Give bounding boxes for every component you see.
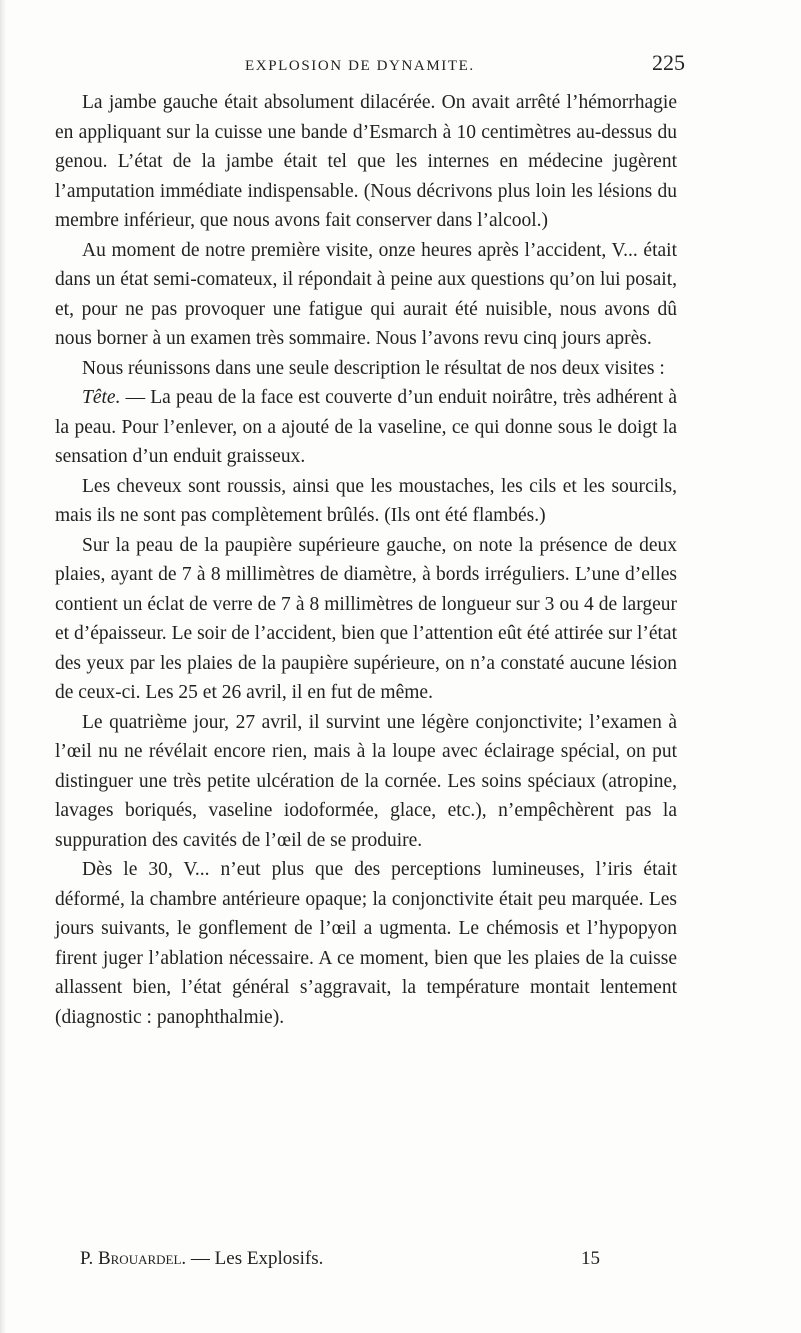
paragraph-conjunctivitis (55, 708, 677, 856)
paragraph-hair (55, 472, 677, 531)
page-footer (80, 1248, 600, 1278)
paragraph-text: Nous réunissons dans une seule description le résultat de nos deux visites : (82, 357, 665, 379)
running-head (50, 50, 685, 86)
footer-book-title: Les Explosifs. (214, 1248, 324, 1269)
paragraph-description-intro (55, 354, 677, 384)
paragraph-panophthalmia (55, 855, 677, 1032)
paragraph-first-visit (55, 236, 677, 354)
running-title: EXPLOSION DE DYNAMITE. (245, 58, 475, 74)
body-text (55, 88, 677, 1032)
paragraph-head (55, 383, 677, 472)
footer-separator: — (186, 1248, 215, 1269)
paragraph-amputation (55, 88, 677, 236)
paragraph-text: Dès le 30, V... n’eut plus que des perceptions lumineuses, l’iris était déformé, la chambre antérieure opaque; la conjonctivite était peu marquée. Les jours suivants, le gonflement de l’œil a ugmenta. Le chémosis et l’hypopyon firent juger l’ablation nécessaire. A ce moment, bien que les plaies de la cuisse allassent bien, l’état général s’aggravait, la température montait lentement (diagnostic : panophthalmie). (55, 859, 677, 1028)
paragraph-text: Les cheveux sont roussis, ainsi que les moustaches, les cils et les sourcils, mais ils ne sont pas complètement brûlés. (Ils ont été flambés.) (55, 475, 677, 526)
paragraph-text: Au moment de notre première visite, onze heures après l’accident, V... était dans un état semi-comateux, il répondait à peine aux questions qu’on lui posait, et, pour ne pas provoquer une fatigue qui aurait été nuisible, nous avons dû nous borner à un examen très sommaire. Nous l’avons revu cinq jours après. (55, 239, 677, 349)
section-lead-tete: Tête. (82, 387, 121, 408)
footer-signature-number: 15 (581, 1248, 600, 1269)
paragraph-text: Le quatrième jour, 27 avril, il survint une légère conjonctivite; l’examen à l’œil nu ne révélait encore rien, mais à la loupe avec éclairage spécial, on put distinguer une très petite ulcération de la cornée. Les soins spéciaux (atropine, lavages boriqués, vaseline iodoformée, glace, etc.), n’empêchèrent pas la suppuration des cavités de l’œil de se produire. (55, 711, 677, 851)
footer-author: P. Brouardel. (80, 1248, 187, 1269)
page-number: 225 (652, 50, 685, 75)
scan-edge-shadow (0, 0, 6, 1333)
paragraph-text: — La peau de la face est couverte d’un enduit noirâtre, très adhérent à la peau. Pour l’enlever, on a ajouté de la vaseline, ce qui donne sous le doigt la sensation d’un enduit graisseux. (55, 387, 677, 467)
paragraph-text: La jambe gauche était absolument dilacérée. On avait arrêté l’hémorrhagie en appliquant sur la cuisse une bande d’Esmarch à 10 centimètres au-dessus du genou. L’état de la jambe était tel que les internes en médecine jugèrent l’amputation immédiate indispensable. (Nous décrivons plus loin les lésions du membre inférieur, que nous avons fait conserver dans l’alcool.) (55, 92, 677, 231)
paragraph-eyelid (55, 531, 677, 708)
paragraph-text: Sur la peau de la paupière supérieure gauche, on note la présence de deux plaies, ayant de 7 à 8 millimètres de diamètre, à bords irréguliers. L’une d’elles contient un éclat de verre de 7 à 8 millimètres de longueur sur 3 ou 4 de largeur et d’épaisseur. Le soir de l’accident, bien que l’attention eût été attirée sur l’état des yeux par les plaies de la paupière supérieure, on n’a constaté aucune lésion de ceux-ci. Les 25 et 26 avril, il en fut de même. (55, 534, 677, 703)
footer-credit (80, 1248, 323, 1270)
